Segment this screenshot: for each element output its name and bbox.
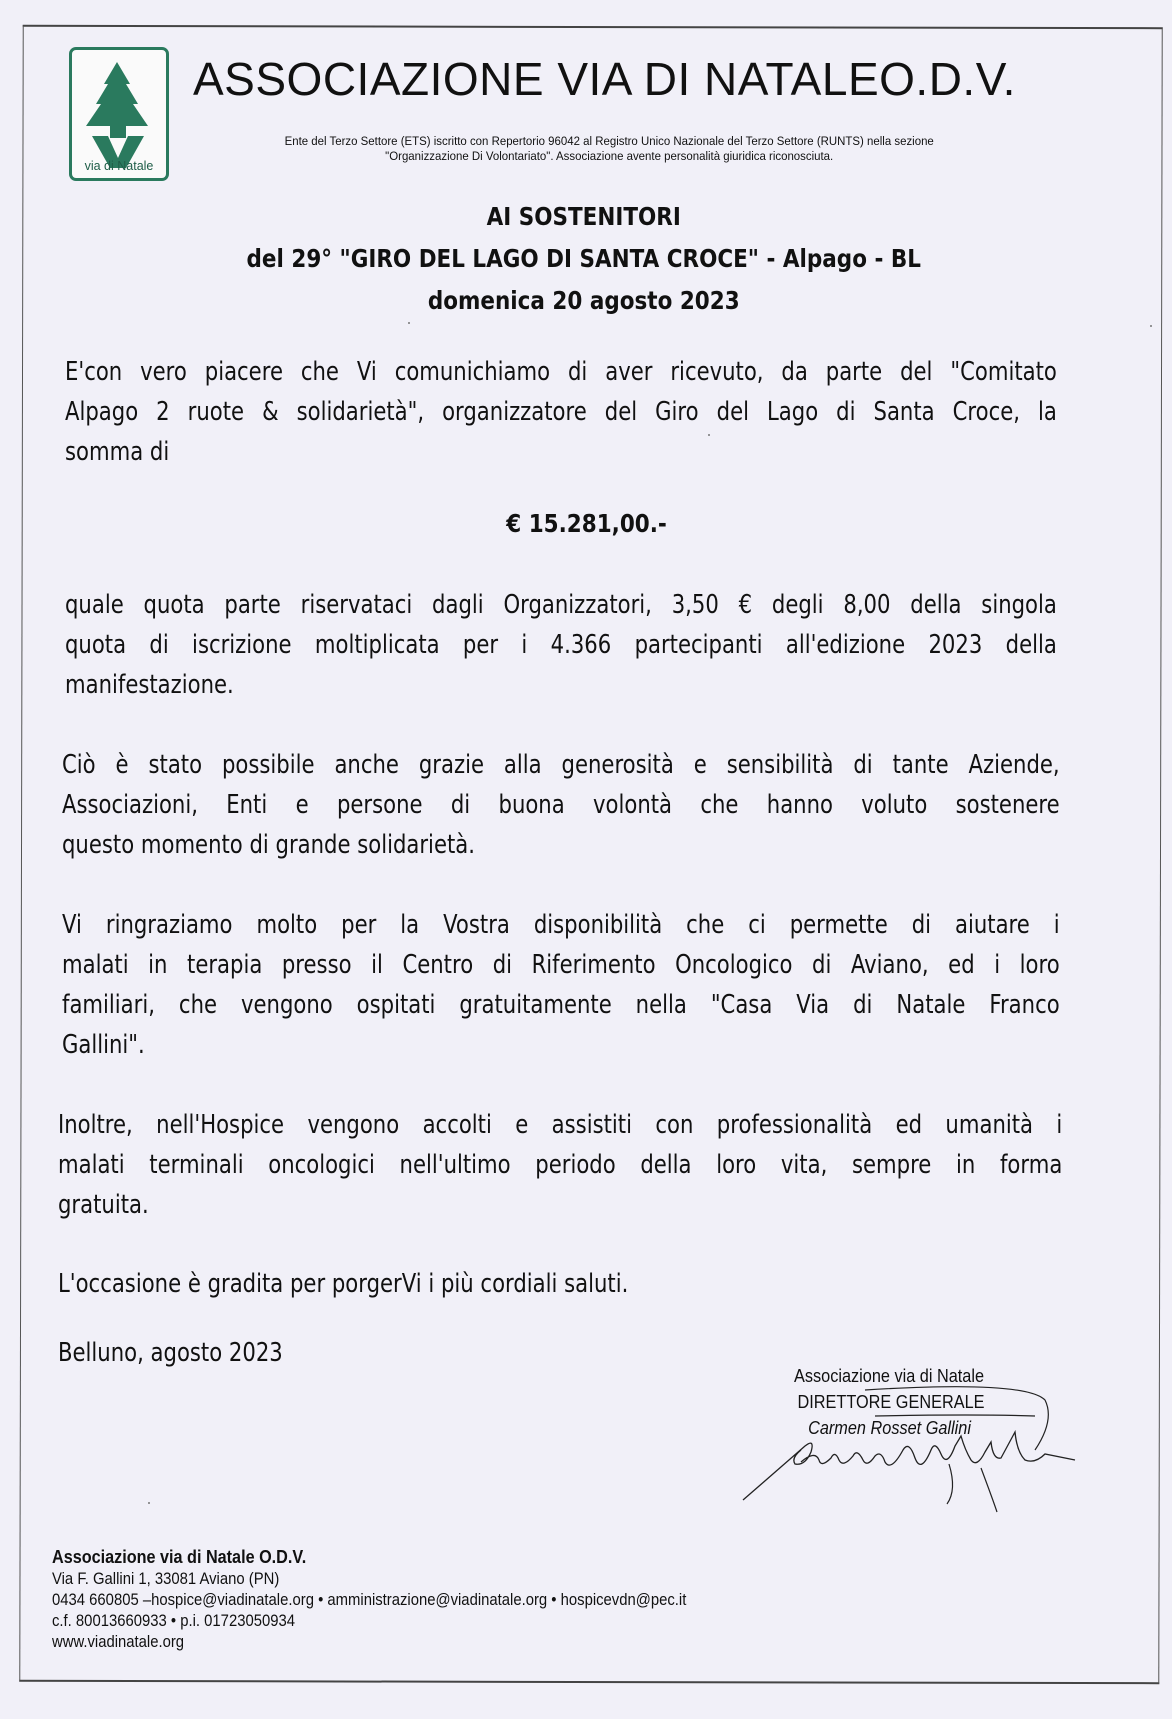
- handwritten-signature: [735, 1380, 1095, 1530]
- footer-contacts-line: 0434 660805 –hospice@viadinatale.org • amministrazione@viadinatale.org • hospicevdn@pec.it: [52, 1591, 687, 1609]
- donation-amount: € 15.281,00.-: [506, 509, 667, 538]
- text-line: malati in terapia presso il Centro di Riferimento Oncologico di Aviano, ed i loro: [62, 950, 1060, 980]
- paragraph-thanks-sponsors: [62, 745, 1060, 865]
- subtitle-line: Ente del Terzo Settore (ETS) iscritto con Repertorio 96042 al Registro Unico Nazionale del Terzo Settore (RUNTS) nella sezione: [284, 134, 934, 148]
- paragraph-patients: [62, 905, 1060, 1065]
- closing-greeting: L'occasione è gradita per porgerVi i più cordiali saluti.: [58, 1269, 629, 1299]
- subtitle-line: "Organizzazione Di Volontariato". Associazione avente personalità giuridica riconosciuta.: [385, 149, 834, 163]
- text-line: questo momento di grande solidarietà.: [62, 830, 475, 860]
- text-line: Alpago 2 ruote & solidarietà", organizzatore del Giro del Lago di Santa Croce, la: [65, 397, 1057, 427]
- scan-speck: [408, 322, 410, 324]
- scan-speck: [148, 1502, 150, 1504]
- text-line: familiari, che vengono ospitati gratuitamente nella "Casa Via di Natale Franco: [62, 990, 1060, 1020]
- text-line: Associazioni, Enti e persone di buona volontà che hanno voluto sostenere: [62, 790, 1060, 820]
- footer-address: Via F. Gallini 1, 33081 Aviano (PN): [52, 1570, 280, 1588]
- logo-caption: via di Natale: [84, 159, 154, 173]
- letter-heading: [80, 196, 1088, 322]
- text-line: Inoltre, nell'Hospice vengono accolti e assistiti con professionalità ed umanità i: [58, 1110, 1063, 1140]
- paragraph-quota: [65, 585, 1057, 705]
- text-line: E'con vero piacere che Vi comunichiamo di aver ricevuto, da parte del "Comitato: [65, 357, 1057, 387]
- place-date: Belluno, agosto 2023: [58, 1338, 283, 1368]
- footer-tax-ids: c.f. 80013660933 • p.i. 01723050934: [52, 1612, 296, 1630]
- text-line: manifestazione.: [65, 670, 234, 700]
- heading-date: domenica 20 agosto 2023: [427, 286, 740, 315]
- paragraph-intro: [65, 352, 1057, 472]
- signature-name: Carmen Rosset Gallini: [808, 1417, 971, 1438]
- scan-speck: [1150, 325, 1152, 327]
- footer-contacts: [52, 1545, 686, 1653]
- heading-recipients: AI SOSTENITORI: [486, 202, 681, 231]
- footer-website[interactable]: www.viadinatale.org: [52, 1633, 185, 1651]
- paragraph-hospice: [58, 1105, 1062, 1225]
- heading-event: del 29° "GIRO DEL LAGO DI SANTA CROCE" - Alpago - BL: [246, 244, 921, 273]
- text-line: malati terminali oncologici nell'ultimo periodo della loro vita, sempre in forma: [58, 1150, 1063, 1180]
- footer-org: Associazione via di Natale O.D.V.: [52, 1547, 307, 1567]
- signature-org: Associazione via di Natale: [794, 1365, 985, 1386]
- organization-subtitle: [200, 134, 1018, 164]
- text-line: quota di iscrizione moltiplicata per i 4.366 partecipanti all'edizione 2023 della: [65, 630, 1057, 660]
- organization-title: ASSOCIAZIONE VIA DI NATALEO.D.V.: [193, 53, 1016, 105]
- text-line: Gallini".: [62, 1030, 145, 1060]
- text-line: Ciò è stato possibile anche grazie alla generosità e sensibilità di tante Aziende,: [62, 750, 1060, 780]
- via-di-natale-logo: [69, 47, 169, 181]
- signature-title: DIRETTORE GENERALE: [797, 1391, 985, 1412]
- scan-speck: [708, 434, 710, 436]
- text-line: gratuita.: [58, 1190, 149, 1220]
- text-line: Vi ringraziamo molto per la Vostra disponibilità che ci permette di aiutare i: [62, 910, 1060, 940]
- text-line: quale quota parte riservataci dagli Organizzatori, 3,50 € degli 8,00 della singola: [65, 590, 1057, 620]
- text-line: somma di: [65, 437, 170, 467]
